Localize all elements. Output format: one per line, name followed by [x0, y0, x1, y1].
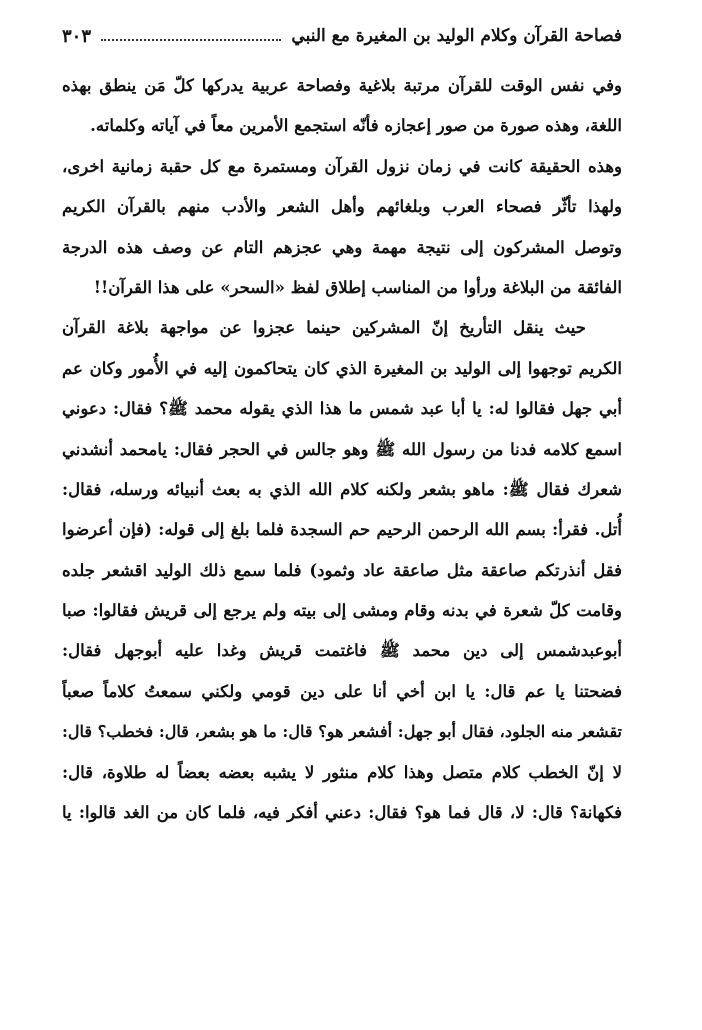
text-line: لا إنّ الخطب كلام متصل وهذا كلام منثور لا يشبه بعضه بعضاً له طلاوة، قال:: [62, 762, 622, 782]
dot-leader: [101, 39, 281, 41]
text-line: وقامت كلّ شعرة في بدنه وقام ومشى إلى بيته ولم يرجع إلى قريش فقالوا: صبا: [62, 601, 622, 621]
text-line: تقشعر منه الجلود، فقال أبو جهل: أفشعر هو؟ قال: ما هو بشعر، قال: فخطب؟ قال:: [62, 722, 622, 742]
text-line: فقل أنذرتكم صاعقة مثل صاعقة عاد وثمود) فلما سمع ذلك الوليد اقشعر جلده: [62, 560, 622, 580]
text-line: الفائقة من البلاغة ورأوا من المناسب إطلاق لفظ «السحر» على هذا القرآن!!: [93, 277, 622, 297]
running-title: فصاحة القرآن وكلام الوليد بن المغيرة مع النبي: [291, 26, 622, 46]
paragraph-3: [62, 308, 622, 833]
page-header: [62, 22, 622, 50]
text-line: وتوصل المشركون إلى نتيجة مهمة وهي عجزهم التام عن وصف هذه الدرجة: [62, 237, 622, 257]
page-number: ٣٠٣: [62, 25, 92, 47]
text-line: حيث ينقل التأريخ إنّ المشركين حينما عجزوا عن مواجهة بلاغة القرآن: [62, 318, 586, 338]
text-line: أبي جهل فقالوا له: يا أبا عبد شمس ما هذا الذي يقوله محمد ﷺ؟ فقال: دعوني: [62, 399, 622, 419]
text-line: الكريم توجهوا إلى الوليد بن المغيرة الذي كان يتحاكمون إليه في الأُمور وكان عم: [62, 358, 622, 378]
text-line: وهذه الحقيقة كانت في زمان نزول القرآن ومستمرة مع كل حقبة زمانية اخرى،: [62, 156, 622, 176]
text-line: شعرك فقال ﷺ: ماهو بشعر ولكنه كلام الله الذي به بعث أنبيائه ورسله، فقال:: [62, 479, 622, 499]
text-line: ولهذا تأثّر فصحاء العرب وبلغائهم وأهل الشعر والأدب منهم بالقرآن الكريم: [62, 197, 622, 217]
text-line: اسمع كلامه فدنا من رسول الله ﷺ وهو جالس في الحجر فقال: يامحمد أنشدني: [62, 439, 622, 459]
text-line: اللغة، وهذه صورة من صور إعجازه فأنّه استجمع الأمرين معاً في آياته وكلماته.: [90, 116, 622, 136]
text-line: فضحتنا يا عم قال: يا ابن أخي أنا على دين قومي ولكني سمعتُ كلاماً صعباً: [62, 681, 622, 701]
text-line: فكهانة؟ قال: لا، قال فما هو؟ فقال: دعني أفكر فيه، فلما كان من الغد قالوا: يا: [62, 803, 622, 823]
text-line: أُتل. فقرأ: بسم الله الرحمن الرحيم حم السجدة فلما بلغ إلى قوله: (فإن أعرضوا: [62, 520, 622, 540]
body-text: [62, 66, 622, 833]
text-line: أبوعبدشمس إلى دين محمد ﷺ فاغتمت قريش وغدا عليه أبوجهل فقال:: [62, 641, 622, 661]
paragraph-2: [62, 147, 622, 309]
paragraph-1: [62, 66, 622, 147]
text-line: وفي نفس الوقت للقرآن مرتبة بلاغية وفصاحة عربية يدركها كلّ مَن ينطق بهذه: [62, 76, 622, 95]
